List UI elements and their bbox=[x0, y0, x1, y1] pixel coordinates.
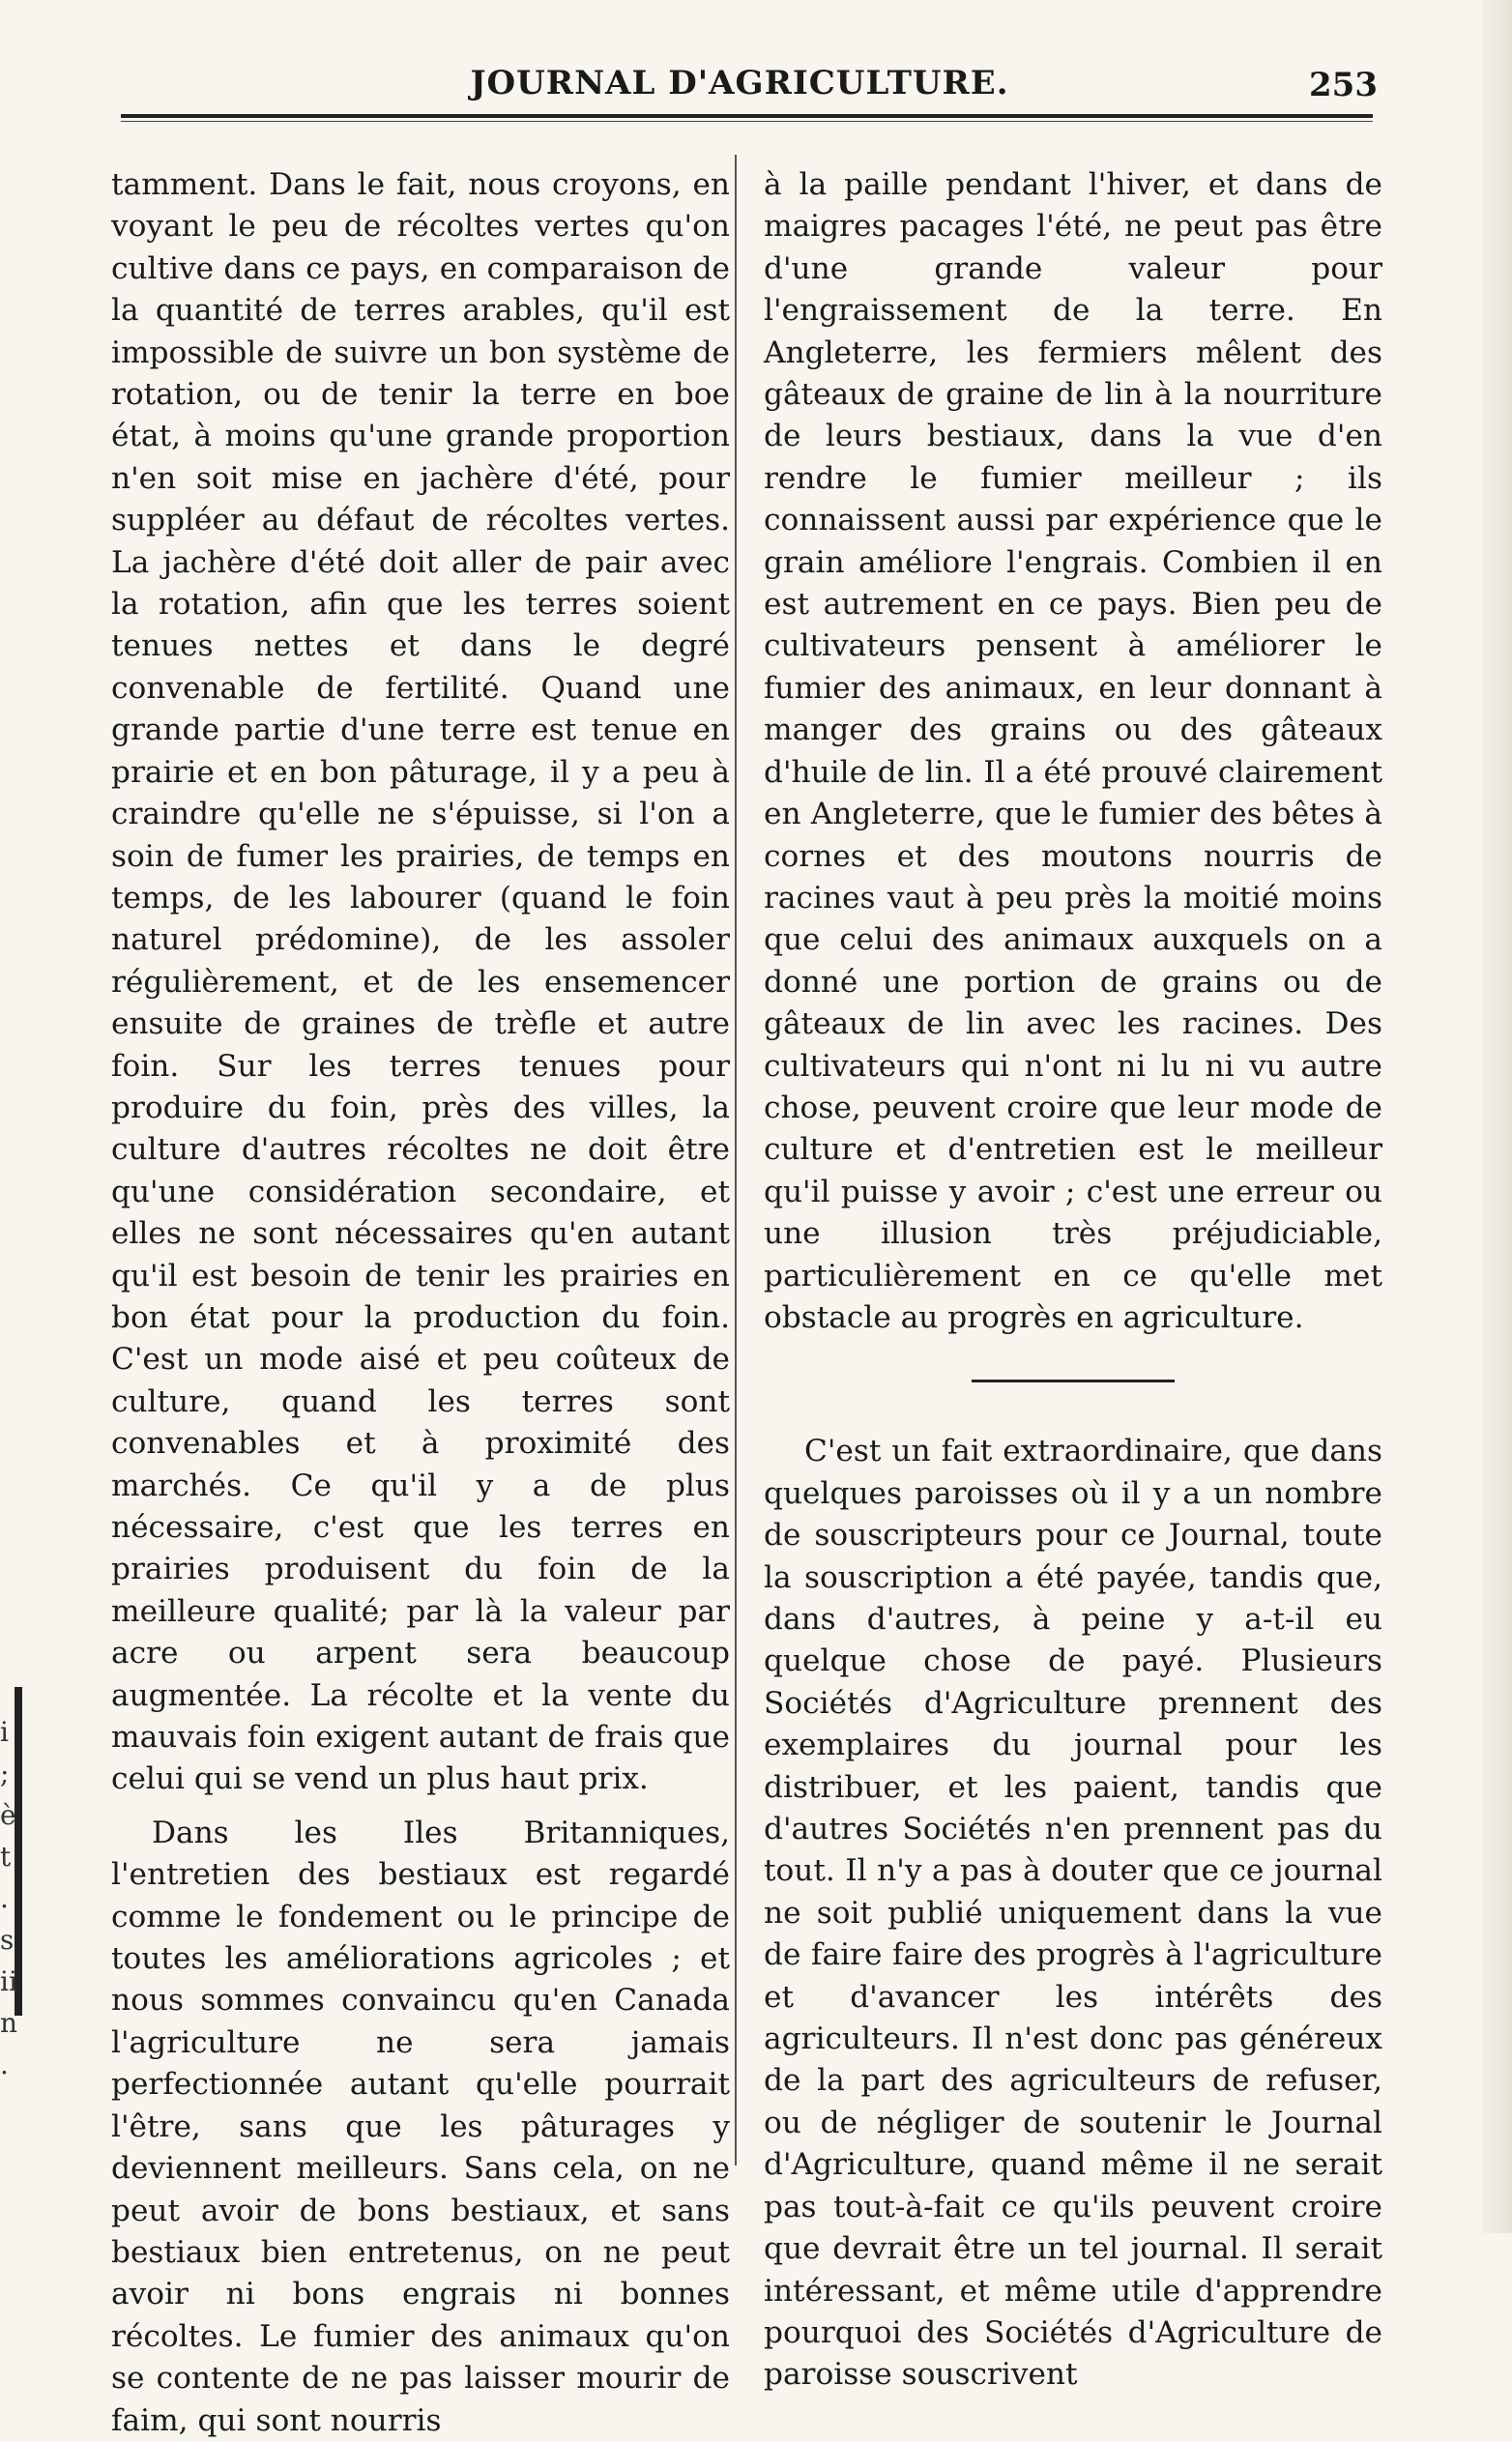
section-divider bbox=[972, 1380, 1175, 1382]
margin-char: ; bbox=[0, 1758, 10, 1789]
page-header bbox=[111, 60, 1378, 118]
header-rule-thin bbox=[121, 121, 1373, 122]
margin-char: è bbox=[0, 1799, 16, 1831]
page-edge bbox=[1483, 0, 1512, 2233]
right-column bbox=[764, 164, 1382, 2397]
margin-char: i bbox=[0, 1716, 9, 1748]
header-rule bbox=[121, 114, 1373, 118]
paragraph: tamment. Dans le fait, nous croyons, en voyant le peu de récoltes vertes qu'on cultive dans ce pays, en comparaison de la quantité de terres arables, qu'il est impossible de suivre un bon système de rotation, ou de tenir la terre en boe état, à moins qu'une grande proportion n'en soit mise en jachère d'été, pour suppléer au défaut de récoltes vertes. La jachère d'été doit aller de pair avec la rotation, afin que les terres soient tenues nettes et dans le degré convenable de fertilité. Quand une grande partie d'une terre est tenue en prairie et en bon pâturage, il y a peu à craindre qu'elle ne s'épuisse, si l'on a soin de fumer les prairies, de temps en temps, de les labourer (quand le foin naturel prédomine), de les assoler régulièrement, et de les ensemencer ensuite de graines de trèfle et autre foin. Sur les terres tenues pour produire du foin, près des villes, la culture d'autres récoltes ne doit être qu'une considération secondaire, et elles ne sont nécessaires qu'en autant qu'il est besoin de tenir les prairies en bon état pour la production du foin. C'est un mode aisé et peu coûteux de culture, quand les terres sont convenables et à proximité des marchés. Ce qu'il y a de plus nécessaire, c'est que les terres en prairies produisent du foin de la meilleure qualité; par là la valeur par acre ou arpent sera beaucoup augmentée. La récolte et la vente du mauvais foin exigent autant de frais que celui qui se vend un plus haut prix. bbox=[111, 167, 730, 1797]
page-number: 253 bbox=[1309, 66, 1378, 104]
paragraph: à la paille pendant l'hiver, et dans de maigres pacages l'été, ne peut pas être d'une grande valeur pour l'engraissement de la terre. En Angleterre, les fermiers mêlent des gâteaux de graine de lin à la nourriture de leurs bestiaux, dans la vue d'en rendre le fumier meilleur ; ils connaissent aussi par expérience que le grain améliore l'engrais. Combien il en est autrement en ce pays. Bien peu de cultivateurs pensent à améliorer le fumier des animaux, en leur donnant à manger des grains ou des gâteaux d'huile de lin. Il a été prouvé clairement en Angleterre, que le fumier des bêtes à cornes et des moutons nourris de racines vaut à peu près la moitié moins que celui des animaux auxquels on a donné une portion de grains ou de gâteaux de lin avec les racines. Des cultivateurs qui n'ont ni lu ni vu autre chose, peuvent croire que leur mode de culture et d'entretien est le meilleur qu'il puisse y avoir ; c'est une erreur ou une illusion très préjudiciable, particulièrement en ce qu'elle met obstacle au progrès en agriculture. bbox=[764, 167, 1382, 1335]
column-divider bbox=[735, 155, 737, 2166]
margin-char: . bbox=[0, 1882, 9, 1914]
margin-char: n bbox=[0, 2007, 18, 2039]
journal-title: JOURNAL D'AGRICULTURE. bbox=[470, 64, 1009, 102]
margin-char: ii bbox=[0, 1965, 17, 1997]
margin-char: . bbox=[0, 2049, 9, 2080]
margin-char: t bbox=[0, 1841, 12, 1873]
left-column bbox=[111, 164, 730, 2442]
margin-char: s bbox=[0, 1924, 15, 1956]
paragraph: Dans les Iles Britanniques, l'entretien des bestiaux est regardé comme le fondement ou le principe de toutes les améliorations agricoles ; et nous sommes convaincu qu'en Canada l'agriculture ne sera jamais perfectionnée autant qu'elle pourrait l'être, sans que les pâturages y deviennent meilleurs. Sans cela, on ne peut avoir de bons bestiaux, et sans bestiaux bien entretenus, on ne peut avoir ni bons engrais ni bonnes récoltes. Le fumier des animaux qu'on se contente de ne pas laisser mourir de faim, qui sont nourris bbox=[111, 1815, 730, 2438]
paragraph: C'est un fait extraordinaire, que dans quelques paroisses où il y a un nombre de souscripteurs pour ce Journal, toute la souscription a été payée, tandis que, dans d'autres, à peine y a-t-il eu quelque chose de payé. Plusieurs Sociétés d'Agriculture prennent des exemplaires du journal pour les distribuer, et les paient, tandis que d'autres Sociétés n'en prennent pas du tout. Il n'y a pas à douter que ce journal ne soit publié uniquement dans la vue de faire faire des progrès à l'agriculture et d'avancer les intérêts des agriculteurs. Il n'est donc pas généreux de la part des agriculteurs de refuser, ou de négliger de soutenir le Journal d'Agriculture, quand même il ne serait pas tout-à-fait ce qu'ils peuvent croire que devrait être un tel journal. Il serait intéressant, et même utile d'apprendre pourquoi des Sociétés d'Agriculture de paroisse souscrivent bbox=[764, 1434, 1382, 2393]
margin-fragment bbox=[0, 1711, 17, 2085]
